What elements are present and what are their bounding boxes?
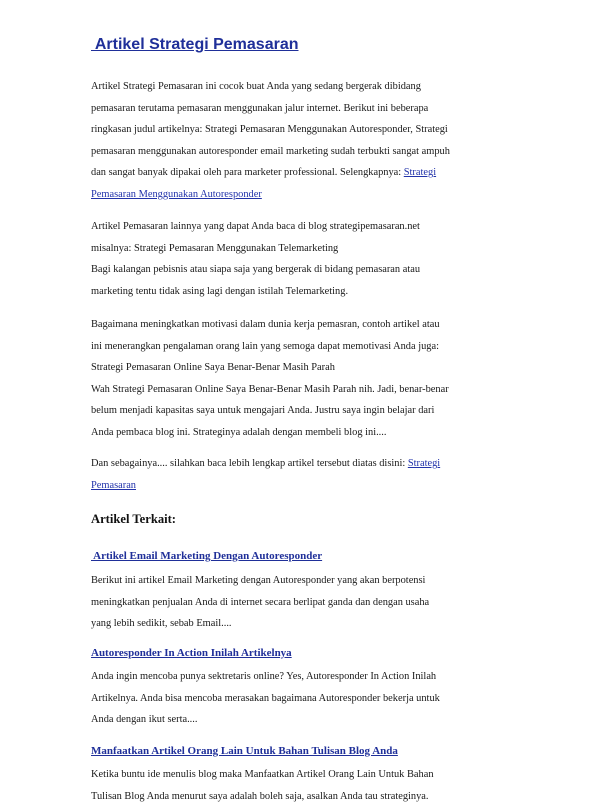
paragraph-telemarketing <box>91 216 521 302</box>
strategi-autoresponder-link[interactable]: Strategi <box>404 167 436 178</box>
related-title-link[interactable]: Autoresponder In Action Inilah Artikelnya <box>91 647 292 659</box>
paragraph-line: ringkasan judul artikelnya: Strategi Pemasaran Menggunakan Autoresponder, Strategi <box>91 119 521 141</box>
paragraph-line: Bagaimana meningkatkan motivasi dalam dunia kerja pemasran, contoh artikel atau <box>91 314 521 336</box>
paragraph-line: Bagi kalangan pebisnis atau siapa saja yang bergerak di bidang pemasaran atau <box>91 259 521 281</box>
paragraph-sebagainya <box>91 453 521 496</box>
paragraph-line: Anda dengan ikut serta.... <box>91 709 521 731</box>
related-title-link[interactable]: Artikel Email Marketing Dengan Autoresponder <box>91 550 322 562</box>
paragraph-line: ini menerangkan pengalaman orang lain yang semoga dapat memotivasi Anda juga: <box>91 336 521 358</box>
paragraph-line: yang lebih sedikit, sebab Email.... <box>91 613 521 635</box>
article-title-link[interactable]: Artikel Strategi Pemasaran <box>91 36 299 54</box>
paragraph-text: dan sangat banyak dipakai oleh para marketer professional. Selengkapnya: <box>91 167 404 178</box>
related-summary <box>91 570 521 635</box>
paragraph-line: misalnya: Strategi Pemasaran Menggunakan Telemarketing <box>91 238 521 260</box>
paragraph-line: Ketika buntu ide menulis blog maka Manfaatkan Artikel Orang Lain Untuk Bahan <box>91 764 521 786</box>
paragraph-line: Artikel Pemasaran lainnya yang dapat Anda baca di blog strategipemasaran.net <box>91 216 521 238</box>
paragraph-line: Artikelnya. Anda bisa mencoba merasakan bagaimana Autoresponder bekerja untuk <box>91 688 521 710</box>
paragraph-line: Strategi Pemasaran Online Saya Benar-Benar Masih Parah <box>91 357 521 379</box>
strategi-pemasaran-link-cont[interactable]: Pemasaran <box>91 480 136 491</box>
strategi-pemasaran-link[interactable]: Strategi <box>408 458 440 469</box>
paragraph-line: pemasaran terutama pemasaran menggunakan jalur internet. Berikut ini beberapa <box>91 98 521 120</box>
strategi-autoresponder-link-cont[interactable]: Pemasaran Menggunakan Autoresponder <box>91 189 262 200</box>
paragraph-line: belum menjadi kapasitas saya untuk mengajari Anda. Justru saya ingin belajar dari <box>91 400 521 422</box>
paragraph-intro <box>91 76 521 205</box>
paragraph-line: marketing tentu tidak asing lagi dengan istilah Telemarketing. <box>91 281 521 303</box>
paragraph-line: Artikel Strategi Pemasaran ini cocok buat Anda yang sedang bergerak dibidang <box>91 76 521 98</box>
paragraph-line <box>91 184 521 206</box>
paragraph-motivasi <box>91 314 521 443</box>
paragraph-line: Anda pembaca blog ini. Strateginya adalah dengan membeli blog ini.... <box>91 422 521 444</box>
related-summary <box>91 666 521 731</box>
paragraph-text: Dan sebagainya.... silahkan baca lebih lengkap artikel tersebut diatas disini: <box>91 458 408 469</box>
paragraph-line: Wah Strategi Pemasaran Online Saya Benar-Benar Masih Parah nih. Jadi, benar-benar <box>91 379 521 401</box>
paragraph-line: Berikut ini artikel Email Marketing dengan Autoresponder yang akan berpotensi <box>91 570 521 592</box>
paragraph-line <box>91 475 521 497</box>
paragraph-line <box>91 453 521 475</box>
related-articles-heading: Artikel Terkait: <box>91 512 176 527</box>
paragraph-line: Anda ingin mencoba punya sektretaris online? Yes, Autoresponder In Action Inilah <box>91 666 521 688</box>
related-title-link[interactable]: Manfaatkan Artikel Orang Lain Untuk Bahan Tulisan Blog Anda <box>91 745 398 757</box>
related-summary <box>91 764 521 807</box>
paragraph-line: pemasaran menggunakan autoresponder email marketing sudah terbukti sangat ampuh <box>91 141 521 163</box>
paragraph-line: meningkatkan penjualan Anda di internet secara berlipat ganda dan dengan usaha <box>91 592 521 614</box>
paragraph-line: Tulisan Blog Anda menurut saya adalah boleh saja, asalkan Anda tau strateginya. <box>91 786 521 807</box>
paragraph-line <box>91 162 521 184</box>
